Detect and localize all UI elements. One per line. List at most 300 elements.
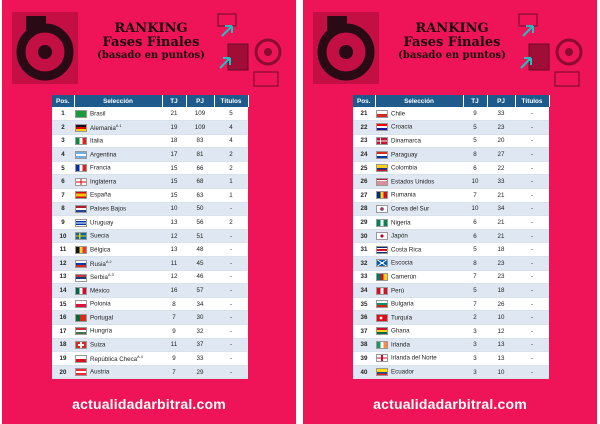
cell-titles: - xyxy=(515,270,549,284)
cell-position: 15 xyxy=(52,297,74,311)
korea-flag-icon xyxy=(376,205,388,213)
cell-tj: 6 xyxy=(463,161,487,175)
cell-tj: 16 xyxy=(162,284,186,298)
cell-team xyxy=(74,257,162,271)
table-row xyxy=(52,311,248,325)
cell-pj: 63 xyxy=(186,189,214,203)
table-row xyxy=(353,189,549,203)
table-row xyxy=(52,297,248,311)
cell-team xyxy=(74,216,162,230)
team-footnote: A 2 xyxy=(105,258,112,264)
cell-position: 32 xyxy=(353,257,375,271)
cell-position: 4 xyxy=(52,148,74,162)
cell-tj: 11 xyxy=(162,338,186,352)
team-name: Serbia xyxy=(90,274,108,282)
table-row xyxy=(353,325,549,339)
nireland-flag-icon xyxy=(376,354,388,362)
cell-position: 27 xyxy=(353,189,375,203)
cell-titles: - xyxy=(214,243,248,257)
usa-flag-icon xyxy=(376,178,388,186)
sweden-flag-icon xyxy=(75,232,87,240)
cell-titles: - xyxy=(515,216,549,230)
team-name: Brasil xyxy=(90,110,106,118)
cell-titles: - xyxy=(515,189,549,203)
table-row xyxy=(52,284,248,298)
cell-tj: 8 xyxy=(463,257,487,271)
cell-position: 8 xyxy=(52,202,74,216)
cell-pj: 23 xyxy=(487,121,515,135)
cell-team xyxy=(375,352,463,366)
cell-team xyxy=(375,243,463,257)
col-header-pos: Pos. xyxy=(52,95,74,107)
cell-position: 20 xyxy=(52,365,74,379)
cell-team xyxy=(74,134,162,148)
cell-tj: 5 xyxy=(463,284,487,298)
team-name: Italia xyxy=(90,137,104,145)
cell-team xyxy=(375,311,463,325)
team-name: Ghana xyxy=(391,327,410,335)
cell-titles: - xyxy=(515,338,549,352)
cell-team xyxy=(375,365,463,379)
mexico-flag-icon xyxy=(75,287,87,295)
cell-position: 7 xyxy=(52,189,74,203)
table-row xyxy=(52,338,248,352)
cell-position: 24 xyxy=(353,148,375,162)
uruguay-flag-icon xyxy=(75,219,87,227)
cell-titles: - xyxy=(515,257,549,271)
england-flag-icon xyxy=(75,178,87,186)
spain-flag-icon xyxy=(75,191,87,199)
cell-titles: - xyxy=(515,365,549,379)
table-row xyxy=(52,189,248,203)
table-row xyxy=(52,121,248,135)
table-row xyxy=(353,202,549,216)
cell-team xyxy=(74,297,162,311)
cell-tj: 11 xyxy=(162,257,186,271)
cell-titles: - xyxy=(214,365,248,379)
cell-titles: 2 xyxy=(214,216,248,230)
cell-pj: 33 xyxy=(487,107,515,121)
table-row xyxy=(353,148,549,162)
cell-pj: 29 xyxy=(186,365,214,379)
table-row xyxy=(52,216,248,230)
belgium-flag-icon xyxy=(75,246,87,254)
ireland-flag-icon xyxy=(376,341,388,349)
team-name: Turquía xyxy=(391,314,413,322)
team-footnote: A 1 xyxy=(115,122,122,128)
cell-position: 19 xyxy=(52,352,74,366)
cell-pj: 66 xyxy=(186,161,214,175)
cell-position: 6 xyxy=(52,175,74,189)
cell-titles: - xyxy=(515,148,549,162)
cell-team xyxy=(74,365,162,379)
col-header-tj: TJ xyxy=(162,95,186,107)
cell-tj: 15 xyxy=(162,189,186,203)
team-name: Escocia xyxy=(391,259,413,267)
cell-titles: - xyxy=(214,352,248,366)
table-row xyxy=(353,134,549,148)
cell-pj: 23 xyxy=(487,270,515,284)
cell-team xyxy=(375,297,463,311)
col-header-tj: TJ xyxy=(463,95,487,107)
table-row xyxy=(52,148,248,162)
table-row xyxy=(52,365,248,379)
cell-position: 16 xyxy=(52,311,74,325)
team-name: Ecuador xyxy=(391,368,415,376)
cell-pj: 68 xyxy=(186,175,214,189)
cell-pj: 27 xyxy=(487,148,515,162)
cell-position: 9 xyxy=(52,216,74,230)
table-body-left xyxy=(52,107,248,379)
cell-position: 37 xyxy=(353,325,375,339)
cell-team xyxy=(375,284,463,298)
table-row xyxy=(353,229,549,243)
cell-team xyxy=(375,202,463,216)
denmark-flag-icon xyxy=(376,137,388,145)
cell-pj: 50 xyxy=(186,202,214,216)
team-name: Suiza xyxy=(90,341,106,349)
team-name: Francia xyxy=(90,164,111,172)
cell-position: 3 xyxy=(52,134,74,148)
cell-team xyxy=(74,338,162,352)
cell-titles: - xyxy=(214,325,248,339)
team-name: Hungría xyxy=(90,327,113,335)
cell-pj: 109 xyxy=(186,121,214,135)
cell-position: 22 xyxy=(353,121,375,135)
table-row xyxy=(52,257,248,271)
cell-tj: 18 xyxy=(162,134,186,148)
cell-pj: 46 xyxy=(186,270,214,284)
table-row xyxy=(353,216,549,230)
cell-position: 10 xyxy=(52,229,74,243)
footer-url: actualidadarbitral.com xyxy=(72,396,226,412)
scotland-flag-icon xyxy=(376,259,388,267)
cell-tj: 10 xyxy=(162,202,186,216)
cell-position: 12 xyxy=(52,257,74,271)
team-name: Austria xyxy=(90,368,110,376)
brand-logo-icon xyxy=(313,12,379,84)
cell-team xyxy=(74,161,162,175)
japan-flag-icon xyxy=(376,232,388,240)
cell-tj: 13 xyxy=(162,216,186,230)
cell-position: 14 xyxy=(52,284,74,298)
cell-tj: 13 xyxy=(162,243,186,257)
table-row xyxy=(353,257,549,271)
cell-position: 28 xyxy=(353,202,375,216)
cell-titles: 1 xyxy=(214,175,248,189)
cell-tj: 12 xyxy=(162,270,186,284)
chile-flag-icon xyxy=(376,110,388,118)
team-name: Bélgica xyxy=(90,246,111,254)
cell-tj: 3 xyxy=(463,338,487,352)
table-row xyxy=(353,297,549,311)
team-name: Alemania xyxy=(90,124,116,132)
cell-pj: 21 xyxy=(487,189,515,203)
cell-position: 30 xyxy=(353,229,375,243)
cell-position: 21 xyxy=(353,107,375,121)
table-header-row xyxy=(52,95,248,107)
cell-tj: 3 xyxy=(463,352,487,366)
cell-position: 2 xyxy=(52,121,74,135)
cell-position: 31 xyxy=(353,243,375,257)
brazil-flag-icon xyxy=(75,110,87,118)
france-flag-icon xyxy=(75,164,87,172)
table-row xyxy=(353,243,549,257)
ecuador-flag-icon xyxy=(376,368,388,376)
cell-titles: 2 xyxy=(214,161,248,175)
cell-pj: 13 xyxy=(487,338,515,352)
poland-flag-icon xyxy=(75,300,87,308)
cell-pj: 83 xyxy=(186,134,214,148)
team-name: Argentina xyxy=(90,151,117,159)
cell-team xyxy=(375,189,463,203)
table-row xyxy=(52,243,248,257)
cell-tj: 3 xyxy=(463,365,487,379)
title-block xyxy=(76,22,226,61)
russia-flag-icon xyxy=(75,260,87,268)
romania-flag-icon xyxy=(376,191,388,199)
cell-team xyxy=(74,243,162,257)
table-row xyxy=(52,229,248,243)
cell-team xyxy=(74,107,162,121)
cell-team xyxy=(74,284,162,298)
team-name: Países Bajos xyxy=(90,205,127,213)
cell-team xyxy=(375,270,463,284)
team-name: Estados Unidos xyxy=(391,178,435,186)
czech-flag-icon xyxy=(75,355,87,363)
cell-pj: 13 xyxy=(487,352,515,366)
cell-team xyxy=(74,189,162,203)
cell-tj: 7 xyxy=(463,270,487,284)
team-name: Paraguay xyxy=(391,151,418,159)
team-name: Japón xyxy=(391,232,408,240)
cell-titles: - xyxy=(515,107,549,121)
brand-logo-icon xyxy=(12,12,78,84)
ranking-table-left xyxy=(52,95,248,379)
cell-pj: 33 xyxy=(487,175,515,189)
team-name: Polonia xyxy=(90,300,111,308)
cell-titles: - xyxy=(515,134,549,148)
cell-team xyxy=(375,325,463,339)
table-row xyxy=(353,284,549,298)
col-header-team: Selección xyxy=(375,95,463,107)
cell-tj: 6 xyxy=(463,229,487,243)
cell-titles: - xyxy=(515,121,549,135)
team-name: Dinamarca xyxy=(391,137,421,145)
page-title: RANKING xyxy=(114,21,188,36)
cell-position: 33 xyxy=(353,270,375,284)
cell-team xyxy=(74,175,162,189)
table-row xyxy=(52,175,248,189)
cell-tj: 17 xyxy=(162,148,186,162)
col-header-pj: PJ xyxy=(487,95,515,107)
team-name: Nigeria xyxy=(391,219,411,227)
cell-tj: 7 xyxy=(463,297,487,311)
cell-position: 29 xyxy=(353,216,375,230)
cell-titles: - xyxy=(515,229,549,243)
table-row xyxy=(353,352,549,366)
cell-tj: 2 xyxy=(463,311,487,325)
cell-titles: - xyxy=(515,243,549,257)
cell-pj: 18 xyxy=(487,284,515,298)
team-name: Camerún xyxy=(391,273,417,281)
cell-position: 38 xyxy=(353,338,375,352)
cell-pj: 21 xyxy=(487,229,515,243)
ranking-panel-left xyxy=(2,0,296,424)
cell-tj: 15 xyxy=(162,175,186,189)
team-footnote: A 4 xyxy=(137,353,143,359)
cell-team xyxy=(74,352,162,366)
col-header-team: Selección xyxy=(74,95,162,107)
table-row xyxy=(52,352,248,366)
team-name: Perú xyxy=(391,287,405,295)
cell-pj: 56 xyxy=(186,216,214,230)
cell-titles: - xyxy=(214,338,248,352)
cell-titles: - xyxy=(214,270,248,284)
cell-pj: 12 xyxy=(487,325,515,339)
paraguay-flag-icon xyxy=(376,151,388,159)
cell-pj: 21 xyxy=(487,216,515,230)
cell-team xyxy=(375,216,463,230)
team-name: Chile xyxy=(391,110,406,118)
page-note: (basado en puntos) xyxy=(398,50,506,61)
cell-position: 5 xyxy=(52,161,74,175)
cell-tj: 8 xyxy=(463,148,487,162)
team-name: Irlanda xyxy=(391,341,410,349)
team-name: Rumania xyxy=(391,192,416,199)
cell-tj: 9 xyxy=(162,325,186,339)
cell-team xyxy=(375,121,463,135)
cell-team xyxy=(375,175,463,189)
cell-team xyxy=(74,311,162,325)
table-row xyxy=(353,270,549,284)
colombia-flag-icon xyxy=(376,164,388,172)
ghana-flag-icon xyxy=(376,327,388,335)
table-row xyxy=(353,175,549,189)
cell-pj: 37 xyxy=(186,338,214,352)
germany-flag-icon xyxy=(75,124,87,132)
cell-tj: 5 xyxy=(463,121,487,135)
serbia-flag-icon xyxy=(75,274,87,282)
col-header-titles: Títulos xyxy=(214,95,248,107)
table-row xyxy=(353,365,549,379)
cell-titles: - xyxy=(214,311,248,325)
table-row xyxy=(52,202,248,216)
col-header-titles: Títulos xyxy=(515,95,549,107)
team-name: Uruguay xyxy=(90,219,114,227)
cell-titles: - xyxy=(515,202,549,216)
cell-position: 18 xyxy=(52,338,74,352)
cell-team xyxy=(74,121,162,135)
cell-position: 35 xyxy=(353,297,375,311)
cell-pj: 30 xyxy=(186,311,214,325)
cell-titles: - xyxy=(515,297,549,311)
cell-position: 26 xyxy=(353,175,375,189)
cell-tj: 21 xyxy=(162,107,186,121)
table-row xyxy=(353,338,549,352)
table-row xyxy=(353,161,549,175)
cell-pj: 23 xyxy=(487,257,515,271)
cell-tj: 19 xyxy=(162,121,186,135)
cell-tj: 7 xyxy=(162,311,186,325)
cell-tj: 5 xyxy=(463,134,487,148)
table-header-row xyxy=(353,95,549,107)
ranking-panel-right xyxy=(303,0,597,424)
cell-titles: 5 xyxy=(214,107,248,121)
cell-pj: 57 xyxy=(186,284,214,298)
hungary-flag-icon xyxy=(75,327,87,335)
cell-titles: - xyxy=(515,161,549,175)
team-name: España xyxy=(90,192,111,199)
cell-tj: 9 xyxy=(463,107,487,121)
cell-tj: 15 xyxy=(162,161,186,175)
cell-position: 25 xyxy=(353,161,375,175)
italy-flag-icon xyxy=(75,137,87,145)
col-header-pj: PJ xyxy=(186,95,214,107)
cell-pj: 51 xyxy=(186,229,214,243)
cell-position: 36 xyxy=(353,311,375,325)
cell-position: 40 xyxy=(353,365,375,379)
team-footnote: A 3 xyxy=(107,272,114,278)
cell-pj: 48 xyxy=(186,243,214,257)
team-name: República Checa xyxy=(90,355,138,363)
switzerland-flag-icon xyxy=(75,341,87,349)
cell-team xyxy=(74,148,162,162)
cell-pj: 26 xyxy=(487,297,515,311)
cell-team xyxy=(375,338,463,352)
costarica-flag-icon xyxy=(376,246,388,254)
cell-team xyxy=(74,229,162,243)
cell-titles: 2 xyxy=(214,148,248,162)
cell-pj: 33 xyxy=(186,352,214,366)
cell-position: 23 xyxy=(353,134,375,148)
team-name: Portugal xyxy=(90,314,114,322)
croatia-flag-icon xyxy=(376,123,388,131)
table-row xyxy=(353,311,549,325)
cell-titles: 1 xyxy=(214,189,248,203)
team-name: México xyxy=(90,287,110,295)
cell-pj: 45 xyxy=(186,257,214,271)
cell-position: 39 xyxy=(353,352,375,366)
cell-position: 1 xyxy=(52,107,74,121)
page-subtitle: Fases Finales xyxy=(403,35,501,50)
nigeria-flag-icon xyxy=(376,219,388,227)
team-name: Croacia xyxy=(391,124,413,132)
cell-position: 34 xyxy=(353,284,375,298)
cell-pj: 81 xyxy=(186,148,214,162)
cell-pj: 20 xyxy=(487,134,515,148)
cell-tj: 7 xyxy=(463,189,487,203)
ranking-table-right xyxy=(353,95,549,379)
team-name: Irlanda del Norte xyxy=(391,355,437,363)
table-row xyxy=(52,325,248,339)
cell-team xyxy=(375,161,463,175)
table-body-right xyxy=(353,107,549,379)
cell-titles: - xyxy=(214,284,248,298)
team-name: Rusia xyxy=(90,260,106,268)
table-row xyxy=(353,121,549,135)
cell-team xyxy=(375,134,463,148)
cell-position: 13 xyxy=(52,270,74,284)
title-block xyxy=(377,22,527,61)
cell-team xyxy=(375,148,463,162)
page-title: RANKING xyxy=(415,21,489,36)
cell-tj: 10 xyxy=(463,202,487,216)
cell-pj: 34 xyxy=(487,202,515,216)
footer-url: actualidadarbitral.com xyxy=(373,396,527,412)
cell-pj: 22 xyxy=(487,161,515,175)
col-header-pos: Pos. xyxy=(353,95,375,107)
